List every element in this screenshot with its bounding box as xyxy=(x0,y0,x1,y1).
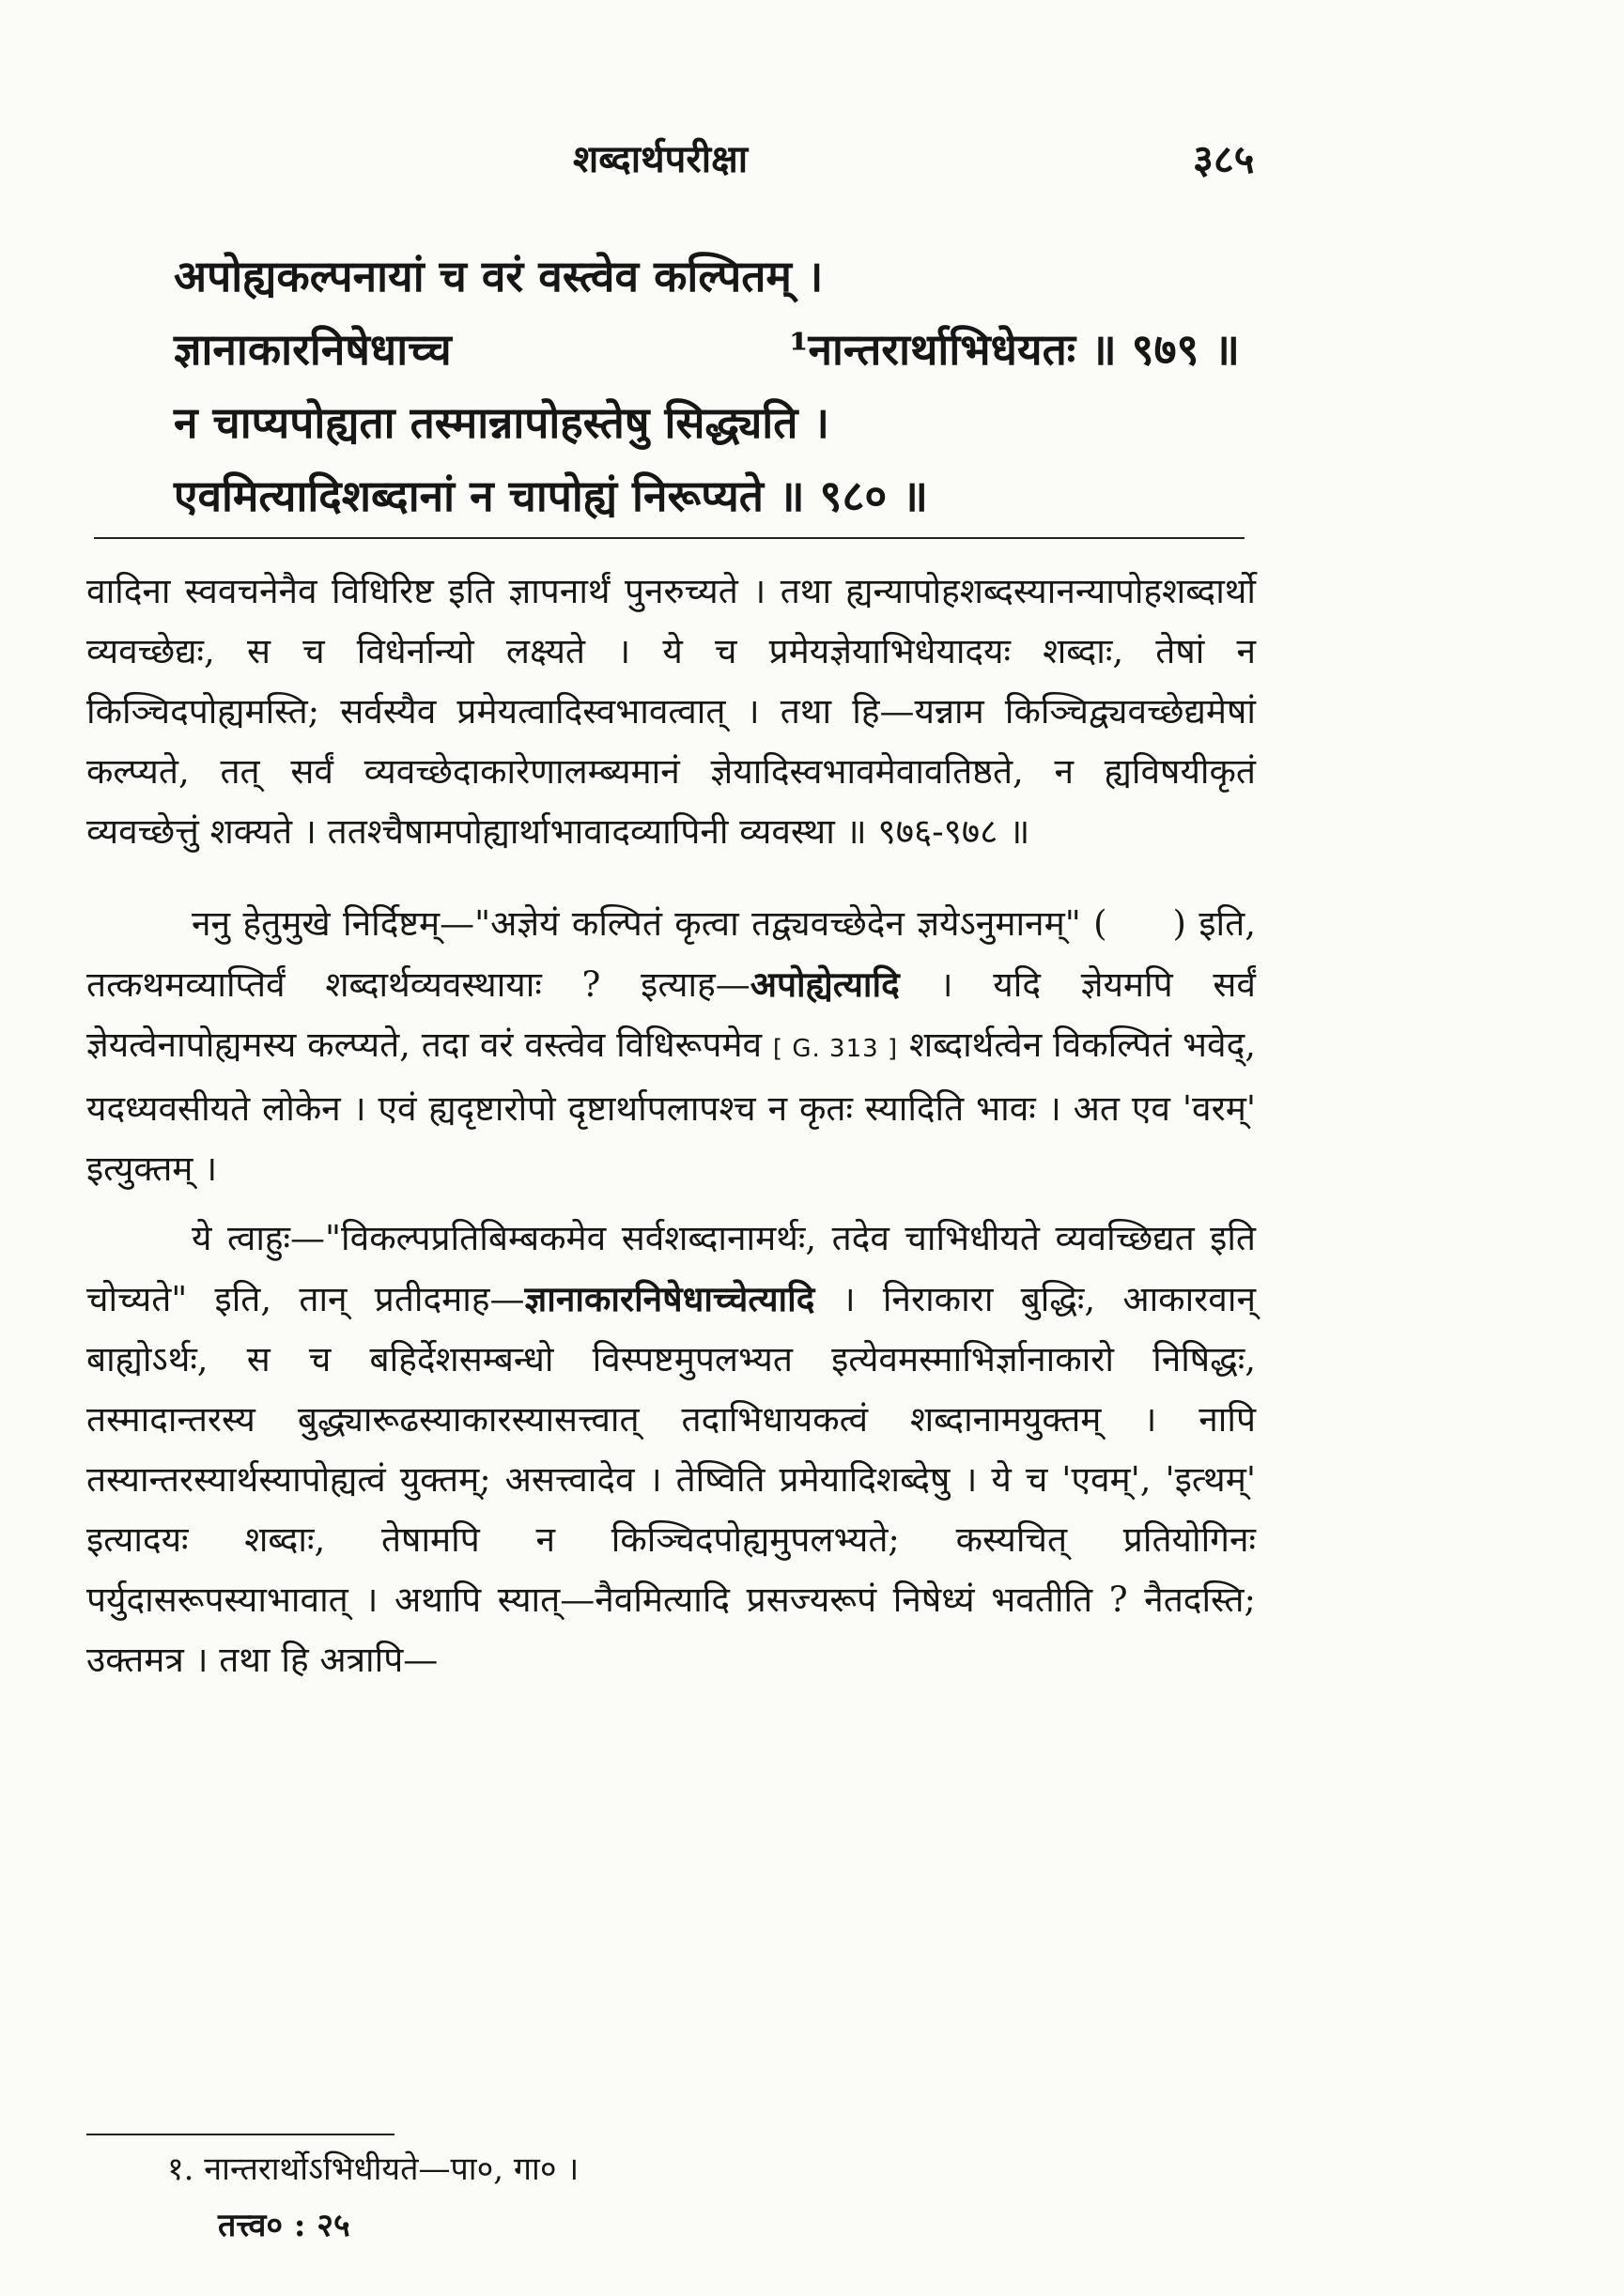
footnote-divider xyxy=(86,2134,394,2135)
verse-line-1-text: अपोह्यकल्पनायां च वरं वस्त्वेव कल्पितम् । xyxy=(174,251,824,301)
verse-block xyxy=(174,239,1240,532)
verse-line-2-first-half: ज्ञानाकारनिषेधाच्च xyxy=(174,324,452,375)
page-number: ३८५ xyxy=(1193,136,1255,182)
p3-text-a: ये त्वाहुः—"विकल्पप्रतिबिम्बकमेव सर्वशब्दानामर्थः, तदेव चाभिधीयते व्यवच्छिद्यत इति चोच्यते" इति, तान् प्रतीदमाह— xyxy=(86,1218,1256,1319)
verse-line-4 xyxy=(174,459,1240,532)
commentary-paragraph-1: वादिना स्ववचनेनैव विधिरिष्ट इति ज्ञापनार्थं पुनरुच्यते । तथा ह्यन्यापोहशब्दस्यानन्यापोहशब्दार्थो व्यवच्छेद्यः, स च विधेर्नान्यो लक्ष्यते । ये च प्रमेयज्ञेयाभिधेयादयः शब्दाः, तेषां न किञ्चिदपोह्यमस्ति; सर्वस्यैव प्रमेयत्वादिस्वभावत्वात् । तथा हि—यन्नाम किञ्चिद्व्यवच्छेद्यमेषां कल्प्यते, तत् सर्वं व्यवच्छेदाकारेणालम्ब्यमानं ज्ञेयादिस्वभावमेवावतिष्ठते, न ह्यविषयीकृतं व्यवच्छेत्तुं शक्यते । ततश्चैषामपोह्यार्थाभावादव्यापिनी व्यवस्था ॥ ९७६-९७८ ॥ xyxy=(86,571,1256,852)
verse-line-1 xyxy=(174,239,1240,313)
commentary xyxy=(86,562,1256,1690)
p2-text-a: ननु हेतुमुखे निर्दिष्टम्—"अज्ञेयं कल्पितं कृत्वा तद्व्यवच्छेदेन ज्ञयेऽनुमानम्" ( xyxy=(192,903,1107,944)
verse-line-3-text: न चाप्यपोह्यता तस्मान्नापोहस्तेषु सिद्ध्यति । xyxy=(174,397,829,448)
verse-divider xyxy=(94,537,1245,539)
p2-text-b: ) इति, तत्कथमव्याप्तिर्वं शब्दार्थव्यवस्थायाः ? इत्याह— xyxy=(86,903,1256,1005)
p2-text-d: शब्दार्थत्वेन विकल्पितं भवेद्, यदध्यवसीयते लोकेन । एवं ह्यदृष्टारोपो दृष्टार्थापलापश्च न कृतः स्यादिति भावः । अत एव 'वरम्' इत्युक्तम् । xyxy=(86,1025,1256,1189)
verse-line-4-text: एवमित्यादिशब्दानां न चापोह्यं निरूप्यते ॥ ९८० ॥ xyxy=(174,470,928,521)
commentary-paragraph-3 xyxy=(86,1209,1256,1690)
verse-line-2 xyxy=(174,313,1240,386)
edition-page-reference: [ G. 313 ] xyxy=(772,1035,899,1063)
running-head: शब्दार्थपरीक्षा xyxy=(573,137,749,181)
p3-lemma: ज्ञानाकारनिषेधाच्चेत्यादि xyxy=(524,1278,815,1319)
verse-line-3 xyxy=(174,386,1240,459)
commentary-paragraph-2 xyxy=(86,894,1256,1199)
p2-lemma: अपोह्येत्यादि xyxy=(750,963,900,1005)
p3-text-b: । निराकारा बुद्धिः, आकारवान् बाह्योऽर्थः, स च बहिर्देशसम्बन्धो विस्पष्टमुपलभ्यत इत्येवमस्माभिर्ज्ञानाकारो निषिद्धः, तस्मादान्तरस्य बुद्ध्यारूढस्याकारस्यासत्त्वात् तदाभिधायकत्वं शब्दानामयुक्तम् । नापि तस्यान्तरस्यार्थस्यापोह्यत्वं युक्तम्; असत्त्वादेव । तेष्विति प्रमेयादिशब्देषु । ये च 'एवम्', 'इत्थम्' इत्यादयः शब्दाः, तेषामपि न किञ्चिदपोह्यमुपलभ्यते; कस्यचित् प्रतियोगिनः पर्युदासरूपस्याभावात् । अथापि स्यात्—नैवमित्यादि प्रसज्यरूपं निषेध्यं भवतीति ? नैतदस्ति; उक्तमत्र । तथा हि अत्रापि— xyxy=(86,1279,1257,1680)
signature-mark: तत्त्व० : २५ xyxy=(218,2207,350,2244)
p2-text-c: । यदि ज्ञेयमपि सर्वं ज्ञेयत्वेनापोह्यमस्य कल्प्यते, तदा वरं वस्त्वेव विधिरूपमेव xyxy=(86,964,1256,1065)
footnote: १. नान्तरार्थोऽभिधीयते—पा०, गा० । xyxy=(167,2150,580,2188)
verse-line-2-second-half: ¹नान्तरार्थाभिधेयतः ॥ ९७९ ॥ xyxy=(789,324,1240,375)
